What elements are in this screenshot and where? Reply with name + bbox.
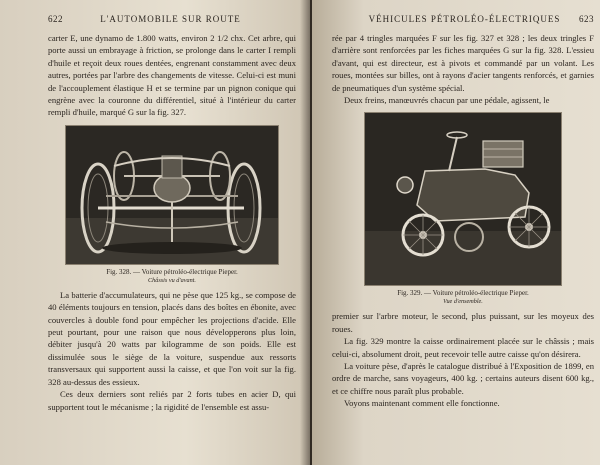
right-page-number: 623	[579, 14, 594, 24]
car-illustration	[365, 113, 561, 285]
right-page	[312, 0, 600, 465]
chassis-illustration	[66, 126, 278, 264]
figure-328-subcaption: Châssis vu d'avant.	[148, 276, 196, 284]
left-paragraph-1: carter E, une dynamo de 1.800 watts, environ 2 1/2 chx. Cet arbre, qui porte aussi un embrayage à friction, se prolonge dans le carter I rempli d'huile et reçoit deux roues dentées, engrenant constamment avec deux autres, portées par l'arbre des changements de vitesse. Celui-ci est muni de l'accouplement élastique H et se termine par un pignon conique qui engrène avec la couronne du différentiel, situé à l'intérieur du carter rempli d'huile, marqué G sur la fig. 327.	[48, 33, 296, 118]
figure-328	[48, 125, 296, 285]
right-paragraph-4: La fig. 329 montre la caisse ordinairement placée sur le châssis ; mais celui-ci, absolument droit, peut recevoir telle autre caisse qu'on désirera.	[332, 336, 594, 359]
right-running-title: VÉHICULES PÉTROLÉO-ÉLECTRIQUES	[368, 14, 561, 24]
right-paragraph-2: Deux freins, manœuvrés chacun par une pédale, agissent, le	[344, 95, 550, 106]
left-running-title: L'AUTOMOBILE SUR ROUTE	[100, 14, 241, 24]
right-paragraph-6: Voyons maintenant comment elle fonctionne.	[344, 398, 500, 409]
left-page-number: 622	[48, 14, 63, 24]
left-paragraph-2: La batterie d'accumulateurs, qui ne pèse que 125 kg., se compose de 40 éléments toujours en tension, placés dans des boîtes en ébonite, avec couvercles à double fond pour empêcher les projections d'acide. Elle peut pourtant, pour une raison que nous développerons plus loin, débiter jusqu'à 20 watts par kilogramme de son poids. Elle est dissimulée sous le siège de la voiture, suspendue aux ressorts transversaux qui supportent aussi la caisse, et que l'on voit sur la fig. 328 au-dessus des essieux.	[48, 289, 296, 387]
figure-328-caption: Fig. 328. — Voiture pétroléo-électrique Pieper.	[106, 267, 238, 276]
right-running-head	[332, 14, 594, 24]
right-paragraph-5: La voiture pèse, d'après le catalogue distribué à l'Exposition de 1899, en ordre de marche, sans voyageurs, 400 kg. ; certains auteurs disent 600 kg., et ce chiffre nous paraît plus probable.	[332, 361, 594, 396]
figure-329	[332, 112, 594, 306]
right-paragraph-3: premier sur l'arbre moteur, le second, plus puissant, sur les moyeux des roues.	[332, 311, 594, 334]
left-running-head	[48, 14, 296, 24]
figure-329-caption: Fig. 329. — Voiture pétroléo-électrique Pieper.	[397, 289, 529, 298]
right-paragraph-1: rée par 4 tringles marquées F sur les fig. 327 et 328 ; les deux tringles F d'arrière sont renforcées par les fiches marquées G sur la fig. 328. L'essieu d'avant, qui est directeur, est à pivots et commandé par un volant. Les roues, montées sur billes, ont à rayons d'acier tangents renforcés, et garnies de pneumatiques d'un système spécial.	[332, 33, 594, 93]
chassis-photo	[65, 125, 279, 265]
figure-329-subcaption: Vue d'ensemble.	[443, 298, 483, 306]
car-photo	[364, 112, 562, 286]
left-paragraph-3: Ces deux derniers sont reliés par 2 forts tubes en acier D, qui supportent tout le mécanisme ; la rigidité de l'ensemble est assu-	[48, 389, 296, 412]
